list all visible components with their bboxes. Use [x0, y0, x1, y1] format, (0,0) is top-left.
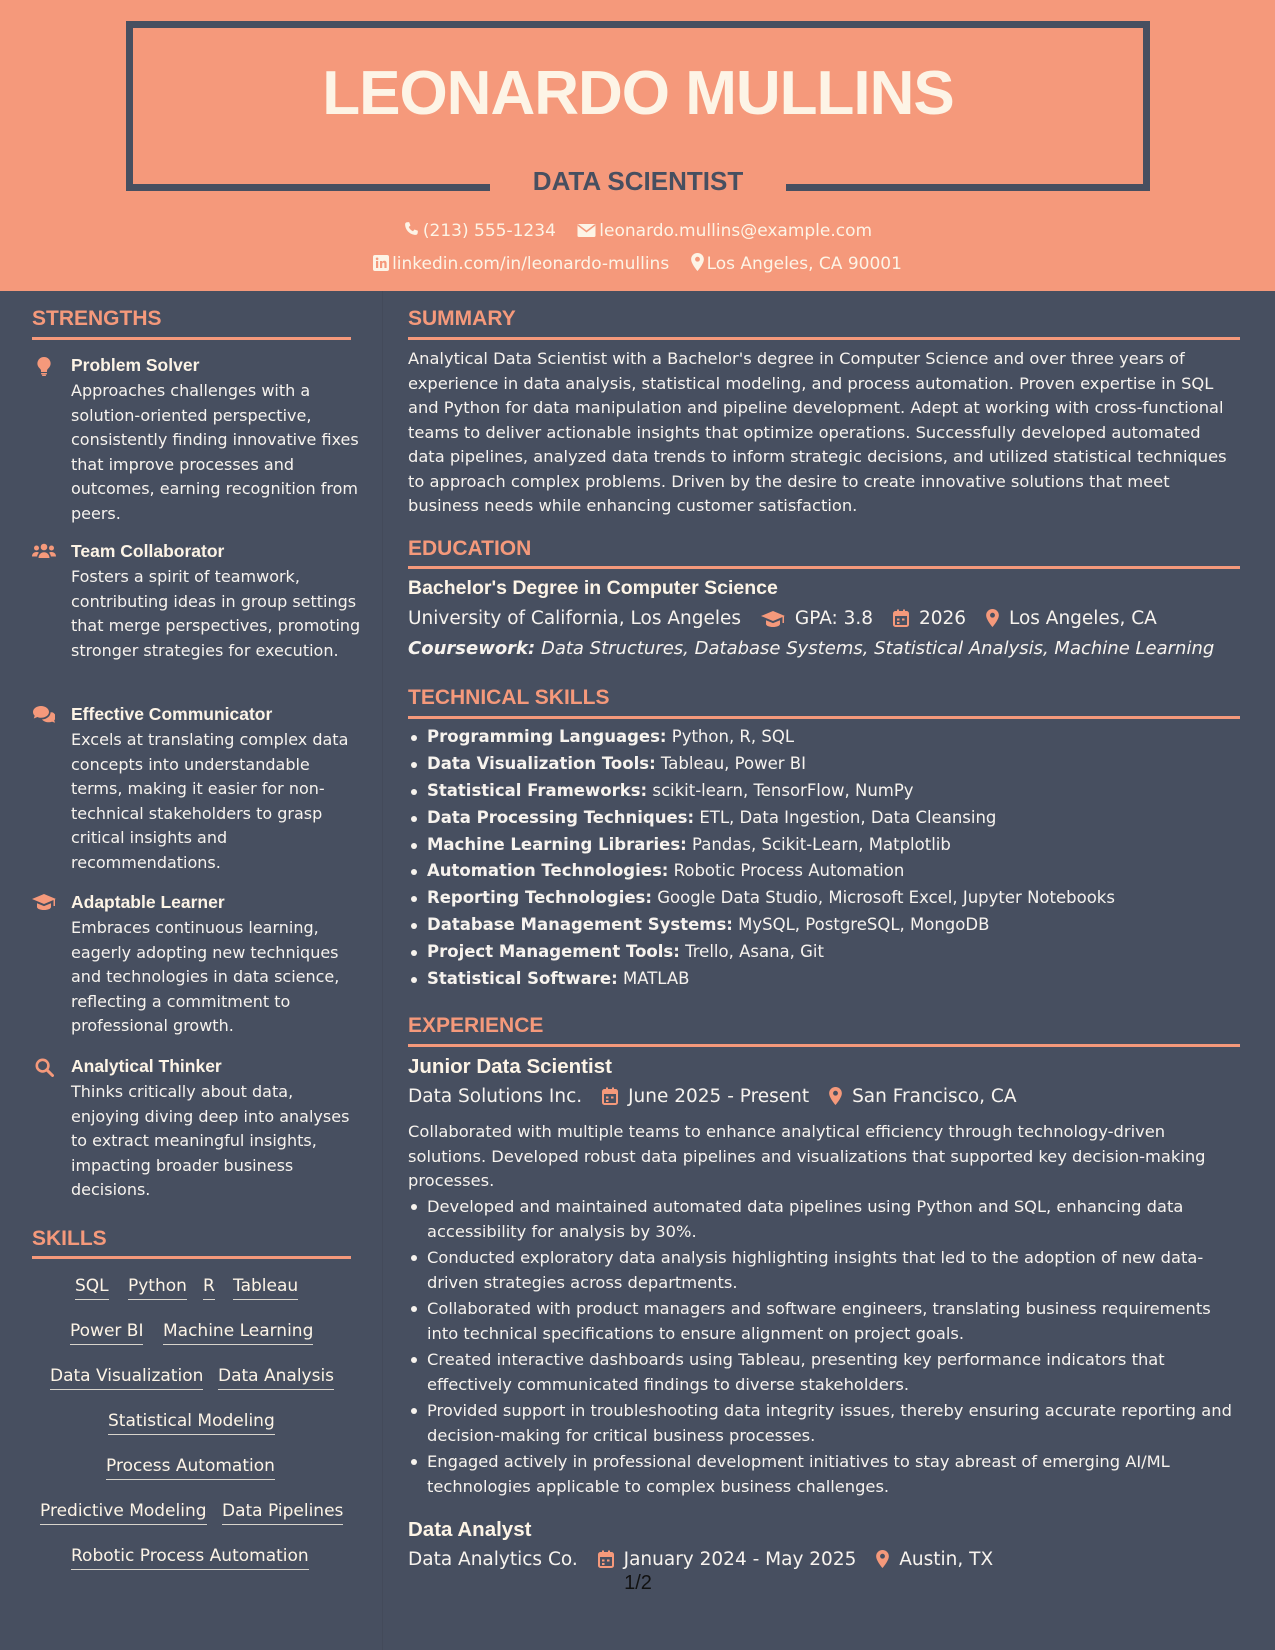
skill-category: Automation Technologies: — [427, 861, 669, 881]
skill-tag: Tableau — [233, 1276, 298, 1300]
list-item — [408, 861, 1240, 888]
school-name: University of California, Los Angeles — [408, 608, 742, 629]
skill-category: Reporting Technologies: — [427, 888, 652, 908]
strength-title: Team Collaborator — [71, 541, 225, 561]
job-title-heading: DATA SCIENTIST — [532, 166, 744, 196]
strength-description: Fosters a spirit of teamwork, contributing ideas in group settings that merge perspectives, promoting stronger strategies for execution. — [71, 567, 361, 660]
job-dates: January 2024 - May 2025 — [623, 1549, 857, 1570]
list-item — [408, 888, 1240, 915]
skill-values: Pandas, Scikit-Learn, Matplotlib — [692, 834, 951, 854]
phone-contact[interactable] — [403, 221, 556, 241]
strength-item — [32, 1056, 352, 1206]
skill-tag: R — [203, 1276, 215, 1300]
skill-category: Data Processing Techniques: — [427, 807, 695, 827]
skill-tag: SQL — [75, 1276, 109, 1300]
resume-header — [0, 0, 1275, 291]
list-item — [408, 808, 1240, 835]
strength-item — [32, 541, 361, 691]
strength-description: Thinks critically about data, enjoying diving deep into analyses to extract meaningful insights, impacting broader business decisions. — [71, 1082, 350, 1199]
skill-tag: Robotic Process Automation — [71, 1546, 309, 1570]
strength-title: Effective Communicator — [71, 704, 273, 724]
skill-tag: Machine Learning — [163, 1321, 313, 1345]
gpa-value: GPA: 3.8 — [794, 608, 874, 629]
list-item: Collaborated with product managers and software engineers, translating business requirements into technical specifications to ensure alignment on project goals. — [408, 1297, 1240, 1346]
strengths-rule — [32, 337, 351, 340]
skill-tag: Statistical Modeling — [108, 1411, 275, 1435]
strength-item — [32, 704, 352, 874]
frame-divider-right — [786, 184, 1150, 191]
coursework-list: Data Structures, Database Systems, Statistical Analysis, Machine Learning — [540, 638, 1215, 659]
education-heading: EDUCATION — [408, 537, 532, 560]
coursework-label: Coursework: — [408, 638, 536, 659]
column-divider — [382, 291, 383, 1650]
list-item — [408, 942, 1240, 969]
list-item — [408, 727, 1240, 754]
job-summary: Collaborated with multiple teams to enhance analytical efficiency through technology-driven solutions. Developed robust data pipelines and visualizations that supported key decision-making processes. — [408, 1122, 1206, 1190]
page-number: 1/2 — [624, 1572, 652, 1594]
skill-tag: Data Visualization — [50, 1366, 203, 1390]
list-item — [408, 915, 1240, 942]
list-item — [408, 754, 1240, 781]
map-marker-icon — [829, 1087, 842, 1105]
email-contact[interactable] — [577, 221, 872, 241]
skill-values: Tableau, Power BI — [660, 753, 806, 773]
phone-icon — [403, 221, 420, 238]
technical-skills-rule — [408, 716, 1240, 719]
list-item — [408, 835, 1240, 862]
skill-category: Data Visualization Tools: — [427, 753, 656, 773]
strength-description: Excels at translating complex data concepts into understandable terms, making it easier for non-technical stakeholders to grasp critical insights and recommendations. — [71, 730, 349, 872]
skill-category: Programming Languages: — [427, 727, 667, 746]
contact-row-1 — [0, 221, 1275, 241]
job-meta — [408, 1549, 1007, 1570]
skill-category: Statistical Frameworks: — [427, 780, 648, 800]
job-location: Austin, TX — [899, 1549, 994, 1570]
experience-heading: EXPERIENCE — [408, 1014, 544, 1037]
experience-rule — [408, 1044, 1240, 1047]
skill-values: MATLAB — [622, 969, 690, 989]
lightbulb-icon — [32, 357, 56, 380]
summary-heading: SUMMARY — [408, 307, 516, 330]
location-contact — [691, 253, 902, 274]
candidate-name: LEONARDO MULLINS — [322, 59, 954, 128]
envelope-icon — [577, 223, 596, 238]
skill-values: Robotic Process Automation — [673, 861, 905, 881]
map-marker-icon — [691, 253, 704, 271]
coursework-line — [408, 638, 1214, 659]
calendar-icon — [602, 1087, 618, 1105]
skill-tag: Process Automation — [106, 1456, 275, 1480]
summary-rule — [408, 337, 1240, 340]
skill-tag: Data Pipelines — [222, 1501, 343, 1525]
strength-title: Adaptable Learner — [71, 892, 225, 912]
email-text: leonardo.mullins@example.com — [599, 221, 873, 241]
job-meta — [408, 1086, 1031, 1107]
list-item: Provided support in troubleshooting data integrity issues, thereby ensuring accurate reporting and decision-making for critical business processes. — [408, 1399, 1240, 1448]
calendar-icon — [598, 1550, 614, 1568]
linkedin-contact[interactable] — [373, 254, 669, 274]
job-bullets — [408, 1195, 1240, 1501]
list-item — [408, 781, 1240, 808]
skill-category: Statistical Software: — [427, 969, 618, 989]
comments-icon — [32, 706, 56, 728]
frame-divider-left — [126, 184, 490, 191]
list-item: Created interactive dashboards using Tableau, presenting key performance indicators that effectively communicated findings to diverse stakeholders. — [408, 1348, 1240, 1397]
list-item: Conducted exploratory data analysis highlighting insights that led to the adoption of new data-driven strategies across departments. — [408, 1246, 1240, 1295]
strength-description: Embraces continuous learning, eagerly adopting new techniques and technologies in data science, reflecting a commitment to professional growth. — [71, 918, 340, 1035]
users-icon — [32, 543, 56, 563]
skill-values: scikit-learn, TensorFlow, NumPy — [652, 780, 914, 800]
job-title: Data Analyst — [408, 1518, 532, 1541]
job-location: San Francisco, CA — [852, 1086, 1017, 1107]
skill-values: Trello, Asana, Git — [685, 942, 824, 962]
technical-skills-list — [408, 727, 1240, 996]
skills-heading: SKILLS — [32, 1227, 107, 1250]
summary-text: Analytical Data Scientist with a Bachelor's degree in Computer Science and over three years of experience in data analysis, statistical modeling, and process automation. Proven expertise in SQL and Python for data manipulation and pipeline development. Adept at working with cross-functional teams to deliver actionable insights that optimize operations. Successfully developed automated data pipelines, analyzed data trends to inform strategic decisions, and utilized statistical techniques to approach complex problems. Driven by the desire to create innovative solutions that meet business needs while enhancing customer satisfaction. — [408, 349, 1227, 515]
skill-category: Database Management Systems: — [427, 915, 733, 935]
job-title: Junior Data Scientist — [408, 1055, 612, 1078]
school-location: Los Angeles, CA — [1008, 608, 1157, 629]
skills-rule — [32, 1256, 351, 1259]
location-text: Los Angeles, CA 90001 — [706, 254, 902, 274]
strength-description: Approaches challenges with a solution-oriented perspective, consistently finding innovative fixes that improve processes and outcomes, earning recognition from peers. — [71, 381, 359, 523]
skill-tag: Predictive Modeling — [40, 1501, 207, 1525]
skill-tag: Python — [128, 1276, 187, 1300]
company-name: Data Analytics Co. — [408, 1549, 578, 1570]
skill-tag: Power BI — [70, 1321, 143, 1345]
strengths-heading: STRENGTHS — [32, 307, 162, 330]
search-icon — [32, 1058, 56, 1081]
skill-category: Machine Learning Libraries: — [427, 834, 687, 854]
skill-values: MySQL, PostgreSQL, MongoDB — [738, 915, 990, 935]
education-rule — [408, 566, 1240, 569]
map-marker-icon — [876, 1550, 889, 1568]
linkedin-text: linkedin.com/in/leonardo-mullins — [392, 254, 670, 274]
list-item: Developed and maintained automated data pipelines using Python and SQL, enhancing data accessibility for analysis by 30%. — [408, 1195, 1240, 1244]
strength-item — [32, 892, 352, 1042]
linkedin-icon — [373, 255, 389, 271]
strength-title: Problem Solver — [71, 355, 200, 375]
contact-row-2 — [0, 253, 1275, 274]
graduation-cap-icon — [761, 611, 785, 627]
skill-values: Google Data Studio, Microsoft Excel, Jupyter Notebooks — [657, 888, 1115, 908]
map-marker-icon — [986, 609, 999, 627]
strength-item — [32, 355, 359, 525]
graduation-cap-icon — [32, 894, 56, 914]
job-dates: June 2025 - Present — [628, 1086, 810, 1107]
technical-skills-heading: TECHNICAL SKILLS — [408, 686, 610, 709]
company-name: Data Solutions Inc. — [408, 1086, 583, 1107]
skill-values: ETL, Data Ingestion, Data Cleansing — [699, 807, 997, 827]
graduation-year: 2026 — [918, 608, 967, 629]
skill-tag: Data Analysis — [218, 1366, 334, 1390]
calendar-icon — [893, 609, 909, 627]
education-meta — [408, 608, 1171, 629]
list-item — [408, 969, 1240, 996]
strength-title: Analytical Thinker — [71, 1056, 222, 1076]
list-item: Engaged actively in professional development initiatives to stay abreast of emerging AI/ML technologies applicable to complex business challenges. — [408, 1450, 1240, 1499]
skill-category: Project Management Tools: — [427, 942, 680, 962]
phone-text: (213) 555-1234 — [422, 221, 556, 241]
skill-values: Python, R, SQL — [671, 727, 795, 746]
degree-title: Bachelor's Degree in Computer Science — [408, 577, 778, 599]
